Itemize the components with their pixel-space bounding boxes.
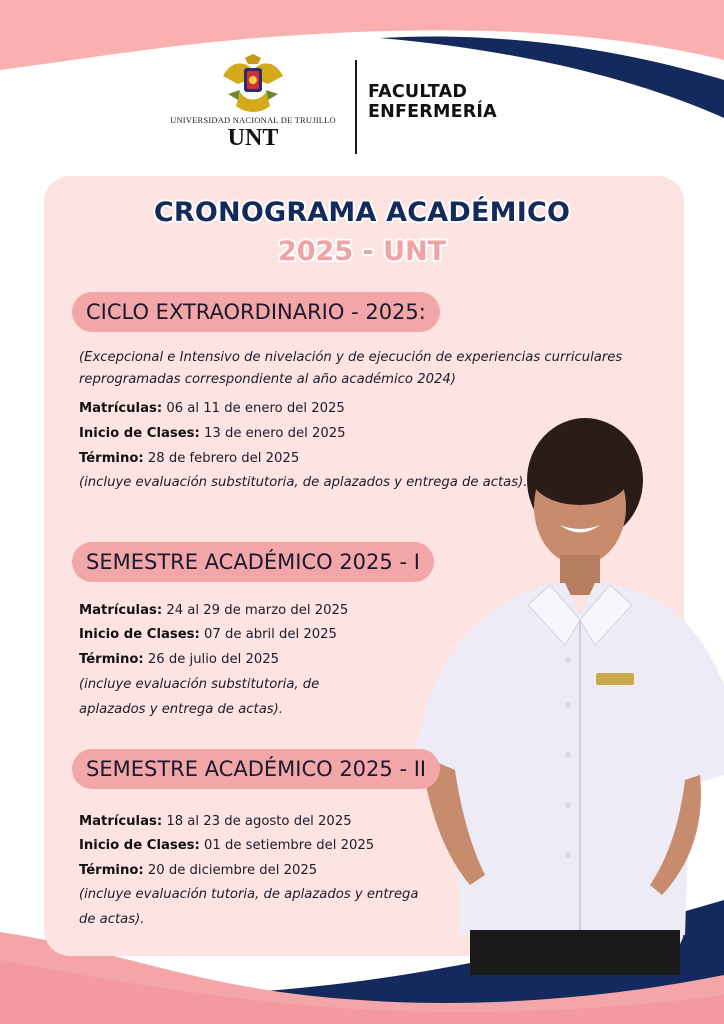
faculty-line-1: FACULTAD bbox=[368, 82, 468, 102]
university-logo bbox=[165, 54, 341, 152]
page-subtitle: 2025 - UNT bbox=[277, 236, 447, 267]
matriculas-value: 24 al 29 de marzo del 2025 bbox=[166, 603, 349, 618]
header-divider bbox=[355, 60, 357, 154]
section-heading-extraordinario: CICLO EXTRAORDINARIO - 2025: bbox=[72, 292, 440, 332]
inicio-row bbox=[79, 834, 374, 859]
inicio-value: 01 de setiembre del 2025 bbox=[204, 838, 375, 853]
section-description: (Excepcional e Intensivo de nivelación y de ejecución de experiencias curriculares reprogramadas correspondiente al año académico 2024) bbox=[79, 350, 623, 387]
inicio-row bbox=[79, 422, 346, 447]
faculty-name bbox=[368, 82, 497, 122]
header bbox=[0, 50, 724, 160]
inicio-value: 13 de enero del 2025 bbox=[204, 426, 346, 441]
termino-value: 20 de diciembre del 2025 bbox=[147, 863, 318, 878]
termino-label: Término: bbox=[79, 652, 144, 667]
matriculas-value: 18 al 23 de agosto del 2025 bbox=[166, 814, 352, 829]
university-acronym: UNT bbox=[227, 125, 279, 151]
termino-label: Término: bbox=[79, 451, 144, 466]
matriculas-value: 06 al 11 de enero del 2025 bbox=[166, 401, 345, 416]
inicio-label: Inicio de Clases: bbox=[79, 838, 200, 853]
section-note: (incluye evaluación substitutoria, de aplazados y entrega de actas). bbox=[79, 475, 528, 490]
matriculas-label: Matrículas: bbox=[79, 603, 163, 618]
matriculas-label: Matrículas: bbox=[79, 814, 163, 829]
matriculas-row bbox=[79, 810, 352, 835]
inicio-value: 07 de abril del 2025 bbox=[204, 627, 337, 642]
section-heading-semestre-i: SEMESTRE ACADÉMICO 2025 - I bbox=[72, 542, 434, 582]
page-title: CRONOGRAMA ACADÉMICO bbox=[153, 197, 571, 228]
termino-value: 26 de julio del 2025 bbox=[147, 652, 280, 667]
termino-row bbox=[79, 648, 279, 673]
termino-row bbox=[79, 859, 317, 884]
section-heading-semestre-ii: SEMESTRE ACADÉMICO 2025 - II bbox=[72, 749, 440, 789]
nurse-photo bbox=[400, 415, 724, 975]
inicio-label: Inicio de Clases: bbox=[79, 426, 200, 441]
matriculas-row bbox=[79, 599, 348, 624]
termino-label: Término: bbox=[79, 863, 144, 878]
termino-row bbox=[79, 447, 299, 472]
termino-value: 28 de febrero del 2025 bbox=[147, 451, 300, 466]
inicio-label: Inicio de Clases: bbox=[79, 627, 200, 642]
coat-of-arms-icon bbox=[218, 54, 288, 114]
section-note: (incluye evaluación substitutoria, de aplazados y entrega de actas). bbox=[79, 677, 320, 717]
section-note: (incluye evaluación tutoria, de aplazados y entrega de actas). bbox=[79, 887, 419, 927]
matriculas-row bbox=[79, 397, 345, 422]
matriculas-label: Matrículas: bbox=[79, 401, 163, 416]
university-name: UNIVERSIDAD NACIONAL DE TRUJILLO bbox=[170, 115, 336, 125]
faculty-line-2: ENFERMERÍA bbox=[368, 102, 497, 122]
inicio-row bbox=[79, 623, 337, 648]
